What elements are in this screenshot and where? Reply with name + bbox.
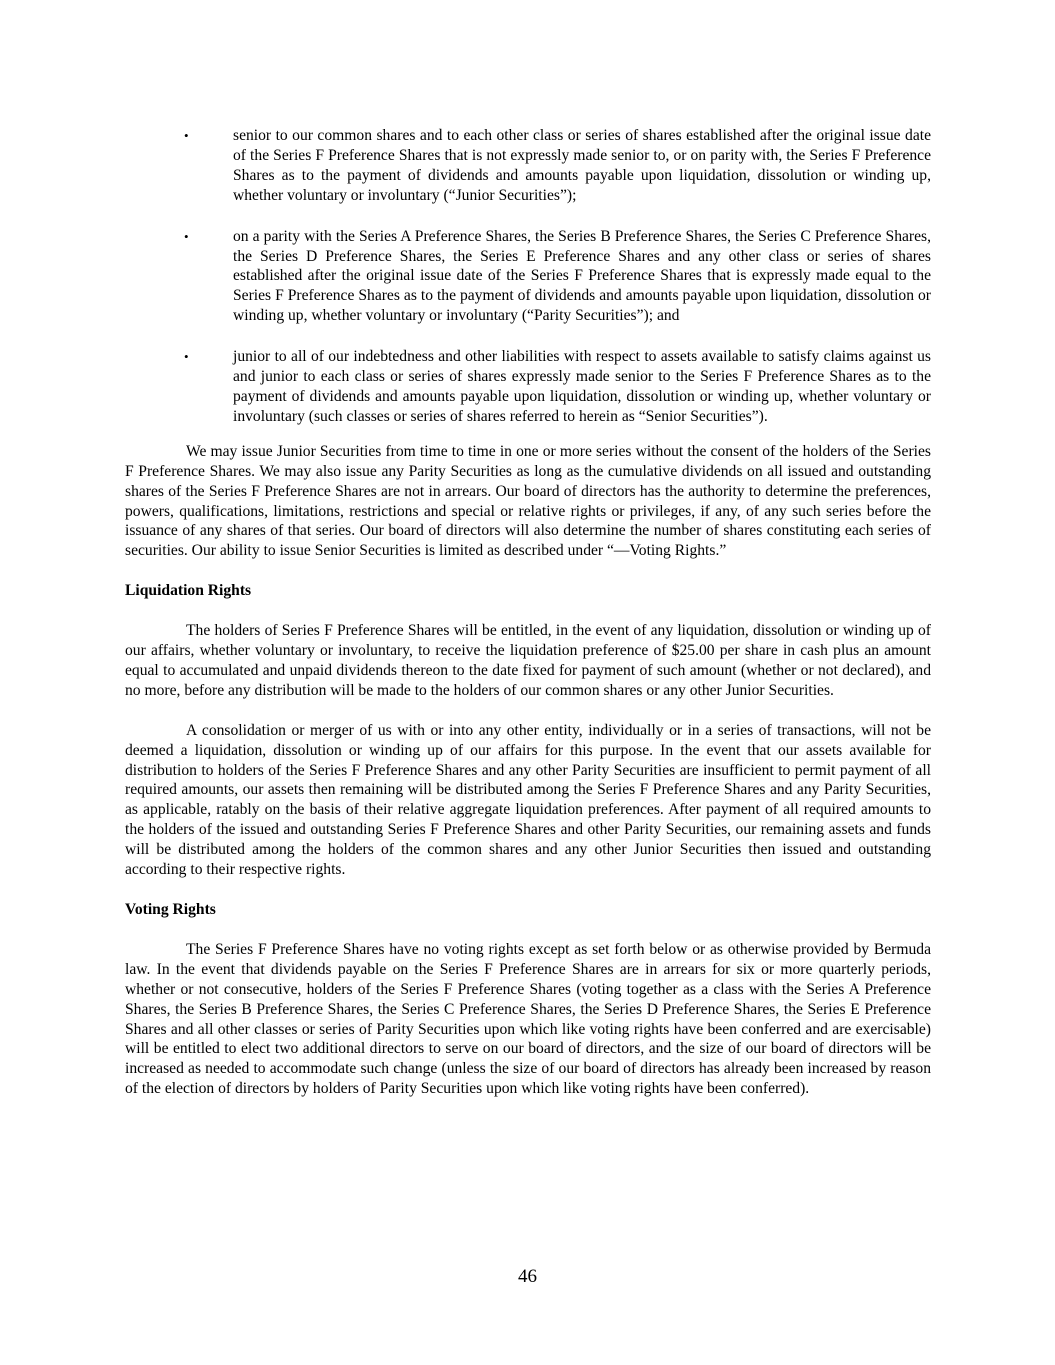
voting-rights-heading: Voting Rights xyxy=(125,901,216,918)
bullet-icon: • xyxy=(184,228,189,244)
liquidation-rights-heading: Liquidation Rights xyxy=(125,582,252,600)
bullet-item-junior-securities xyxy=(125,126,931,206)
document-page xyxy=(125,126,931,1119)
ranking-bullet-list xyxy=(125,126,931,427)
liquidation-paragraph: The holders of Series F Preference Shares will be entitled, in the event of any liquidation, dissolution or winding up of our affairs, whether voluntary or involuntary, to receive the liquidation preference of $25.00 per share in cash plus an amount equal to accumulated and unpaid dividends thereon to the date fixed for payment of such amount (whether or not declared), and no more, before any distribution will be made to the holders of our common shares or any other Junior Securities. xyxy=(125,622,931,699)
voting-paragraph: The Series F Preference Shares have no voting rights except as set forth below or as otherwise provided by Bermuda law. In the event that dividends payable on the Series F Preference Shares are in arrears for six or more quarterly periods, whether or not consecutive, holders of the Series F Preference Shares (voting together as a class with the Series A Preference Shares, the Series B Preference Shares, the Series C Preference Shares, the Series D Preference Shares, the Series E Preference Shares and all other classes or series of Parity Securities upon which like voting rights have been conferred and are exercisable) will be entitled to elect two additional directors to serve on our board of directors, and the size of our board of directors will be increased as needed to accommodate such change (unless the size of our board of directors has already been increased by reason of the election of directors by holders of Parity Securities upon which like voting rights have been conferred). xyxy=(125,940,931,1098)
page-number: 46 xyxy=(518,1266,537,1287)
bullet-item-parity-securities xyxy=(125,227,931,327)
liquidation-paragraph: A consolidation or merger of us with or into any other entity, individually or in a series of transactions, will not be deemed a liquidation, dissolution or winding up of our affairs for this purpose. In the event that our assets available for distribution to holders of the Series F Preference Shares and any other Parity Securities are insufficient to permit payment of all required amounts, our assets then remaining will be distributed among the Series F Preference Shares and any Parity Securities, as applicable, ratably on the basis of their relative aggregate liquidation preferences. After payment of all required amounts to the holders of the issued and outstanding Series F Preference Shares and other Parity Securities, our remaining assets and funds will be distributed among the holders of the common shares and any other Junior Securities then issued and outstanding according to their respective rights. xyxy=(125,721,931,879)
bullet-icon: • xyxy=(184,349,189,365)
bullet-text: on a parity with the Series A Preference Shares, the Series B Preference Shares, the Series C Preference Shares, the Series D Preference Shares, the Series E Preference Shares and any other class or series of shares established after the original issue date of the Series F Preference Shares that is expressly made equal to the Series F Preference Shares as to the payment of dividends and amounts payable upon liquidation, dissolution or winding up, whether voluntary or involuntary (“Parity Securities”); and xyxy=(233,227,931,325)
bullet-item-senior-securities xyxy=(125,347,931,427)
issuance-paragraph: We may issue Junior Securities from time to time in one or more series without the consent of the holders of the Series F Preference Shares. We may also issue any Parity Securities as long as the cumulative dividends on all issued and outstanding shares of the Series F Preference Shares are not in arrears. Our board of directors has the authority to determine the preferences, powers, qualifications, limitations, restrictions and special or relative rights or privileges, if any, of any such series before the issuance of any shares of that series. Our board of directors will also determine the number of shares constituting each series of securities. Our ability to issue Senior Securities is limited as described under “—Voting Rights.” xyxy=(125,442,931,560)
bullet-text: junior to all of our indebtedness and other liabilities with respect to assets available to satisfy claims against us and junior to each class or series of shares expressly made senior to the Series F Preference Shares as to the payment of dividends and amounts payable upon liquidation, dissolution or winding up, whether voluntary or involuntary (such classes or series of shares referred to herein as “Senior Securities”). xyxy=(233,348,931,425)
bullet-icon: • xyxy=(184,128,189,143)
bullet-text: senior to our common shares and to each other class or series of shares established after the original issue date of the Series F Preference Shares that is not expressly made senior to, or on parity with, the Series F Preference Shares as to the payment of dividends and amounts payable upon liquidation, dissolution or winding up, whether voluntary or involuntary (“Junior Securities”); xyxy=(233,127,931,204)
